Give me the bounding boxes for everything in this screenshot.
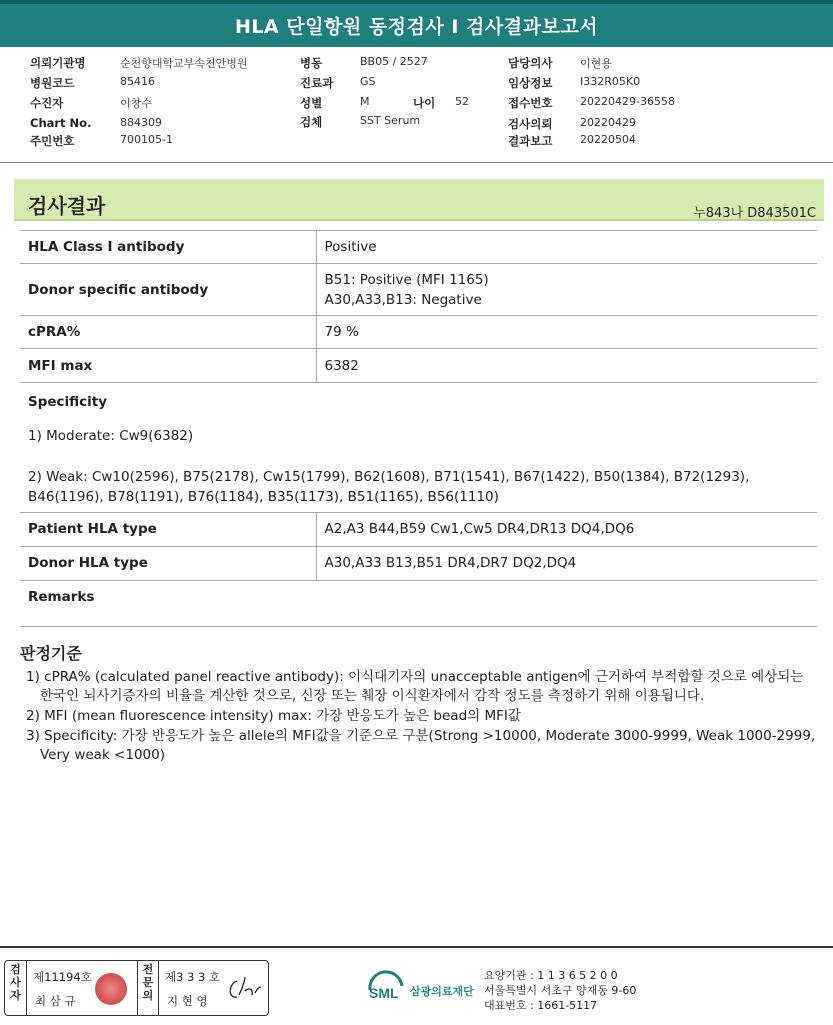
hla-value: A30,A33 B13,B51 DR4,DR7 DQ2,DQ4 [316, 546, 817, 580]
table-row [20, 316, 817, 349]
org-code: 요양기관 : 1 1 3 6 5 2 0 0 [484, 969, 618, 982]
criteria-title: 판정기준 [20, 644, 82, 663]
info-value: BB05 / 2527 [360, 55, 428, 68]
info-label: 성별 [300, 96, 323, 110]
table-row [20, 349, 817, 383]
hla-key: Donor HLA type [20, 546, 316, 580]
org-address [484, 968, 636, 1013]
info-label: 병원코드 [30, 76, 75, 90]
specificity-moderate: 1) Moderate: Cw9(6382) [28, 428, 194, 444]
info-value: 700105-1 [120, 133, 173, 146]
specialist-license: 제3 3 3 호 [165, 970, 221, 984]
result-value: 6382 [316, 349, 817, 383]
section-code: 누843나 D843501C [693, 206, 816, 221]
info-value: SST Serum [360, 114, 421, 127]
criteria-item: 3) Specificity: 가장 반응도가 높은 allele의 MFI값을 기준으로 구분(Strong >10000, Moderate 3000-9999, Weak 1000-2999, Very weak <1000) [26, 728, 816, 763]
result-key: MFI max [20, 349, 316, 383]
hla-value: A2,A3 B44,B59 Cw1,Cw5 DR4,DR13 DQ4,DQ6 [316, 513, 817, 546]
info-value: 20220429-36558 [580, 95, 675, 108]
result-value: Positive [316, 231, 817, 264]
seal-icon [95, 973, 127, 1005]
info-value: 이창수 [120, 97, 152, 110]
section-title: 검사결과 [28, 194, 106, 218]
dsa-positive: B51: Positive (MFI 1165) [324, 271, 489, 288]
specialist-header: 전 문 의 [137, 961, 159, 1015]
info-value: I332R05K0 [580, 75, 641, 88]
info-label: 의뢰기관명 [30, 56, 86, 70]
info-label: 병동 [300, 56, 323, 70]
result-value: 79 % [316, 316, 817, 349]
info-label: 임상정보 [508, 76, 553, 90]
info-label: 담당의사 [508, 56, 553, 70]
specificity-label: Specificity [28, 394, 108, 410]
table-row [20, 264, 817, 316]
hla-table [20, 513, 817, 581]
info-value: 884309 [120, 116, 162, 129]
result-value [316, 264, 817, 316]
result-key: HLA Class I antibody [20, 231, 316, 264]
info-label: 진료과 [300, 76, 334, 90]
examiner-header: 검 사 자 [5, 961, 27, 1015]
footer-divider [0, 946, 833, 948]
info-label: 나이 [413, 96, 436, 110]
info-value: GS [360, 75, 376, 88]
criteria-list [26, 668, 816, 766]
info-value: M [360, 95, 370, 108]
examiner-license: 제11194호 [33, 970, 92, 984]
table-row [20, 513, 817, 546]
table-row [20, 231, 817, 264]
signature-box [4, 960, 269, 1016]
examiner-name: 최 삼 규 [35, 994, 76, 1008]
org-phone: 대표번호 : 1661-5117 [484, 999, 598, 1012]
header-divider [0, 162, 833, 163]
sml-logo-icon [366, 968, 406, 1006]
dsa-negative: A30,A33,B13: Negative [324, 291, 482, 308]
info-value: 85416 [120, 75, 155, 88]
specificity-weak: 2) Weak: Cw10(2596), B75(2178), Cw15(1799), B62(1608), B71(1541), B67(1422), B50(1384), B72(1293), B46(1196), B78(1191), B76(1184), B35(1173), B51(1165), B56(1110) [28, 469, 750, 505]
criteria-item: 2) MFI (mean fluorescence intensity) max: 가장 반응도가 높은 bead의 MFI값 [26, 708, 521, 724]
remarks-block [20, 580, 817, 627]
info-label: 수진자 [30, 96, 64, 110]
info-label: 결과보고 [508, 134, 553, 148]
result-key: Donor specific antibody [20, 264, 316, 316]
info-label: 접수번호 [508, 96, 553, 110]
table-row [20, 546, 817, 580]
info-label: 검사의뢰 [508, 117, 553, 131]
results-table [20, 230, 817, 383]
specificity-block [20, 385, 817, 513]
results-section-header [14, 179, 824, 221]
info-value: 20220504 [580, 133, 636, 146]
criteria-item: 1) cPRA% (calculated panel reactive antibody): 이식대기자의 unacceptable antigen에 근거하여 부적합할 것으로 예상되는 한국인 뇌사기증자의 비율을 계산한 것으로, 신장 또는 췌장 이식환자에서 감작 정도를 측정하기 위해 이용됩니다. [26, 669, 804, 704]
info-label: Chart No. [30, 116, 92, 130]
logo-text: SML [369, 985, 399, 1001]
info-value: 이현용 [580, 57, 612, 70]
info-value: 20220429 [580, 116, 636, 129]
remarks-label: Remarks [28, 589, 95, 605]
result-key: cPRA% [20, 316, 316, 349]
info-value: 52 [455, 95, 469, 108]
org-name: 삼광의료재단 [410, 985, 474, 998]
report-title: HLA 단일항원 동정검사 I 검사결과보고서 [0, 0, 833, 47]
signature-icon [225, 973, 263, 1005]
info-label: 검체 [300, 115, 323, 129]
specialist-name: 지 현 영 [167, 994, 208, 1008]
hla-key: Patient HLA type [20, 513, 316, 546]
org-location: 서울특별시 서초구 양재동 9-60 [484, 984, 637, 997]
info-value: 순천향대학교부속천안병원 [120, 57, 248, 70]
info-label: 주민번호 [30, 134, 75, 148]
